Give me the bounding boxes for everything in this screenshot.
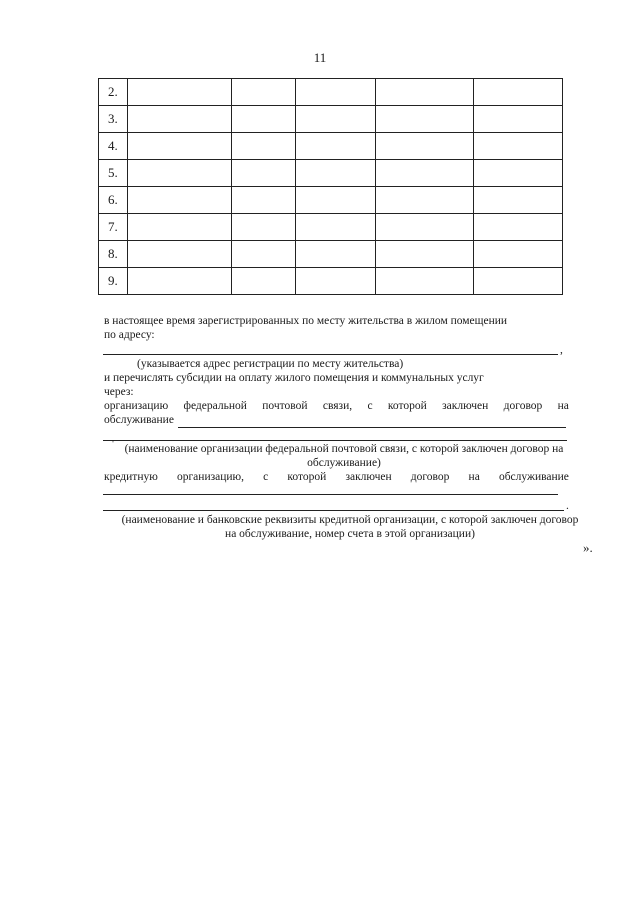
- table-row: [99, 160, 563, 187]
- table-cell[interactable]: [376, 79, 474, 106]
- credit-org-field-line-2[interactable]: [103, 510, 564, 511]
- table-cell[interactable]: [376, 268, 474, 295]
- address-comma: ,: [560, 344, 563, 356]
- word: которой: [387, 400, 427, 412]
- word: связи,: [322, 400, 353, 412]
- table-cell[interactable]: [474, 160, 563, 187]
- table-cell[interactable]: [232, 187, 296, 214]
- table-cell[interactable]: [128, 187, 232, 214]
- credit-hint-2: на обслуживание, номер счета в этой организации): [225, 528, 475, 540]
- row-number: 8.: [99, 241, 128, 268]
- table-cell[interactable]: [128, 106, 232, 133]
- postal-org-field-line-2[interactable]: [103, 440, 567, 441]
- table-cell[interactable]: [474, 214, 563, 241]
- word: организацию: [104, 400, 169, 412]
- table-cell[interactable]: [474, 79, 563, 106]
- table-row: [99, 106, 563, 133]
- word: заключен: [442, 400, 489, 412]
- postal-org-line: [104, 399, 569, 413]
- word: с: [263, 471, 269, 483]
- table-cell[interactable]: [376, 106, 474, 133]
- word: которой: [287, 471, 327, 483]
- table-cell[interactable]: [474, 268, 563, 295]
- transfer-text: и перечислять субсидии на оплату жилого помещения и коммунальных услуг: [104, 372, 484, 384]
- table-cell[interactable]: [128, 214, 232, 241]
- postal-hint-1: (наименование организации федеральной почтовой связи, с которой заключен договор на: [124, 443, 564, 455]
- table-cell[interactable]: [296, 79, 376, 106]
- table-cell[interactable]: [376, 160, 474, 187]
- credit-dot: .: [566, 500, 569, 512]
- address-label: по адресу:: [104, 329, 155, 341]
- table-cell[interactable]: [474, 106, 563, 133]
- row-number: 6.: [99, 187, 128, 214]
- table-row: [99, 187, 563, 214]
- registered-text: в настоящее время зарегистрированных по месту жительства в жилом помещении: [104, 315, 508, 327]
- word: с: [367, 400, 373, 412]
- word: договор: [410, 471, 450, 483]
- word: заключен: [345, 471, 392, 483]
- word: организацию,: [176, 471, 245, 483]
- word: договор: [503, 400, 543, 412]
- table-cell[interactable]: [128, 79, 232, 106]
- table-cell[interactable]: [128, 241, 232, 268]
- table-cell[interactable]: [232, 160, 296, 187]
- table-cell[interactable]: [232, 106, 296, 133]
- table-cell[interactable]: [376, 187, 474, 214]
- table-cell[interactable]: [128, 160, 232, 187]
- table-cell[interactable]: [296, 241, 376, 268]
- word: на: [468, 471, 480, 483]
- word: обслуживание: [498, 471, 569, 483]
- table-cell[interactable]: [296, 133, 376, 160]
- stray-mark: ': [112, 438, 114, 450]
- table-row: [99, 241, 563, 268]
- row-number: 5.: [99, 160, 128, 187]
- table-cell[interactable]: [128, 133, 232, 160]
- table-cell[interactable]: [232, 241, 296, 268]
- credit-hint-1: (наименование и банковские реквизиты кредитной организации, с которой заключен договор: [121, 514, 579, 526]
- table-cell[interactable]: [232, 268, 296, 295]
- table-row: [99, 214, 563, 241]
- table-cell[interactable]: [296, 160, 376, 187]
- table-cell[interactable]: [474, 241, 563, 268]
- table-cell[interactable]: [474, 133, 563, 160]
- table-row: [99, 133, 563, 160]
- row-number: 9.: [99, 268, 128, 295]
- table-cell[interactable]: [296, 268, 376, 295]
- row-number: 7.: [99, 214, 128, 241]
- table-cell[interactable]: [296, 214, 376, 241]
- row-number: 4.: [99, 133, 128, 160]
- table-row: [99, 79, 563, 106]
- table-cell[interactable]: [232, 79, 296, 106]
- credit-org-line: [104, 470, 569, 484]
- table-cell[interactable]: [128, 268, 232, 295]
- table-cell[interactable]: [474, 187, 563, 214]
- table-cell[interactable]: [376, 241, 474, 268]
- address-line[interactable]: [103, 354, 558, 355]
- table-cell[interactable]: [232, 133, 296, 160]
- closing-quote: ».: [583, 540, 593, 555]
- service-label: обслуживание: [104, 414, 174, 426]
- postal-org-field-line-1[interactable]: [178, 427, 566, 428]
- data-table: [98, 78, 563, 295]
- row-number: 3.: [99, 106, 128, 133]
- row-number: 2.: [99, 79, 128, 106]
- word: почтовой: [262, 400, 308, 412]
- postal-hint-2: обслуживание): [307, 457, 381, 469]
- credit-org-field-line-1[interactable]: [103, 494, 558, 495]
- table-cell[interactable]: [296, 106, 376, 133]
- table-cell[interactable]: [296, 187, 376, 214]
- word: кредитную: [104, 471, 158, 483]
- table-cell[interactable]: [232, 214, 296, 241]
- address-hint: (указывается адрес регистрации по месту жительства): [137, 358, 404, 370]
- table-cell[interactable]: [376, 214, 474, 241]
- word: на: [557, 400, 569, 412]
- table-row: [99, 268, 563, 295]
- via-label: через:: [104, 386, 134, 398]
- page-number: 11: [313, 50, 327, 65]
- table-cell[interactable]: [376, 133, 474, 160]
- word: федеральной: [183, 400, 247, 412]
